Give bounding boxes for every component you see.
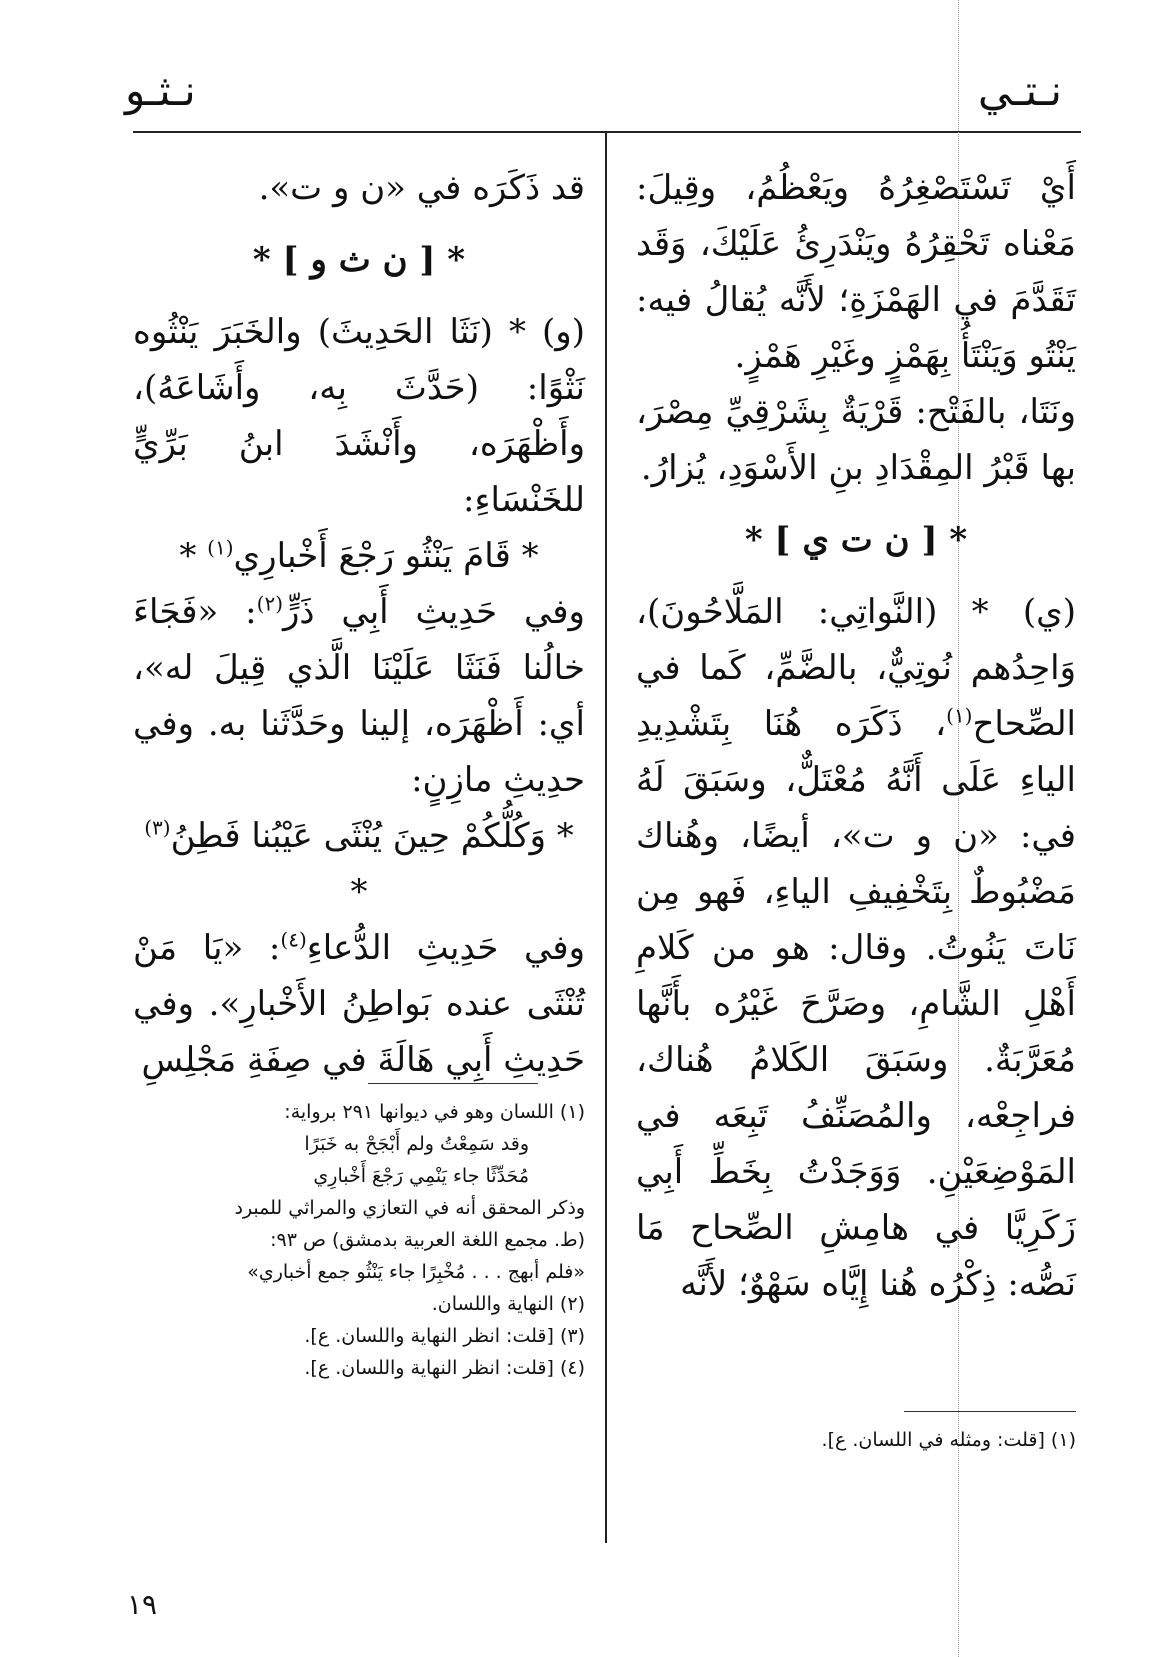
footnote-ref: (١) [946,703,973,728]
left-para-2: (و) * (نَثَا الحَدِيثَ) والخَبَرَ يَنْثُوه نَثْوًا: (حَدَّثَ بِه، وأَشَاعَهُ)، وأَظْهَرَه، وأَنْشَدَ ابنُ بَرِّيٍّ للخَنْسَاءِ: [133,312,585,520]
left-para-3 [133,584,585,808]
header-rule [133,131,1081,133]
left-para-3-text: وفي حَدِيثِ أَبِي ذَرٍّ [283,592,585,632]
footnote-1-verse-2: مُحَدِّثًا جاء يَنْمِي رَجْعَ أَخْبارِي [313,1165,529,1187]
entry-heading-n-th-w: * [ ن ث و ] * [252,240,466,280]
footnote-1-line-5: (ط. مجمع اللغة العربية بدمشق) ص ٩٣: [270,1229,585,1251]
footnote-1-line-6: «فلم أبهج . . . مُخْبِرًا جاء يَنْثُو جمع أخباري» [247,1261,585,1283]
footnote-1-line-4: وذكر المحقق أنه في التعازي والمراثي للمبرد [234,1197,585,1219]
right-para-3 [636,584,1076,1312]
running-header-right: نـتـي [978,66,1062,115]
entry-heading-n-t-y: * [ ن ت ي ] * [744,520,968,560]
left-para-4-continued: : «يَا مَنْ تُنْثَى عنده بَواطِنُ الأَخْبارِ». وفي حَدِيثِ أَبِي هَالَةَ في صِفَةِ مَجْلِسِ [133,928,585,1080]
right-para-3-text: (ي) * (النَّواتِي: المَلَّاحُونَ)، وَاحِدُهم نُوتِيٌّ، بالضَّمِّ، كَما في الصِّحاح [636,592,1076,744]
footnote-rule-left [368,1083,538,1084]
verse-2: * وَكُلُّكُمْ حِينَ يُنْثَى عَيْبُنا فَطِنُ$^{(٣)}$ * [144,815,574,912]
left-column [133,160,585,1088]
left-para-1: قد ذَكَرَه في «ن و ت». [258,168,585,208]
footnote-3: (٣) [قلت: انظر النهاية واللسان. ع]. [304,1325,585,1347]
left-para-4 [133,920,585,1088]
footnote-4: (٤) [قلت: انظر النهاية واللسان. ع]. [304,1357,585,1379]
footnote-ref: (٣) [144,815,171,840]
footnotes-right [636,1424,1076,1456]
right-para-2: ونَتَا، بالفَتْح: قَرْيَةٌ بِشَرْقِيِّ مِصْرَ، بها قَبْرُ المِقْدَادِ بنِ الأَسْوَدِ، يُزارُ. [636,392,1076,488]
left-para-4-text: وفي حَدِيثِ الدُّعاءِ [306,928,585,968]
running-header-left: نـثـو [125,66,196,115]
footnote-1-verse-1: وقد سَمِعْتُ ولم أَبْجَحْ به خَبَرًا [304,1133,529,1155]
verse-1: * قَامَ يَنْثُو رَجْعَ أَخْبارِي$^{(١)}$ * [179,535,539,576]
footnote-rule-right [904,1411,1076,1412]
footnote-1-line-1: (١) اللسان وهو في ديوانها ٢٩١ برواية: [284,1101,585,1123]
footnote-ref: (٤) [280,927,307,952]
footnotes-left [133,1096,585,1384]
footnote-1-right: (١) [قلت: ومثله في اللسان. ع]. [821,1429,1076,1451]
page-number: ١٩ [127,1588,158,1621]
right-column [636,160,1076,1312]
right-para-3-continued: ، ذَكَرَه هُنَا بِتَشْدِيدِ الياءِ عَلَى أَنَّهُ مُعْتَلٌّ، وسَبَقَ لَهُ في: «ن و ت»، أيضًا، وهُناك مَضْبُوطٌ بِتَخْفِيفِ الياءِ، فَهو مِن نَاتَ يَنُوتُ. وقال: هو من كَلامِ أَهْلِ الشَّامِ، وصَرَّحَ غَيْرُه بأَنَّها مُعَرَّبَةٌ. وسَبَقَ الكَلامُ هُناك، فراجِعْه، والمُصَنِّفُ تَبِعَه في المَوْضِعَيْنِ. وَوَجَدْتُ بِخَطِّ أَبِي زَكَرِيَّا في هامِشِ الصِّحاح مَا نَصُّه: ذِكْرُه هُنا إِيَّاه سَهْوٌ؛ لأَنَّه [636,704,1076,1304]
left-para-3-continued: : «فَجَاءَ خالُنا فَنَثَا عَلَيْنَا الَّذي قِيلَ له»، أي: أَظْهَرَه، إلينا وحَدَّثَنا به. وفي حدِيثِ مازِنٍ: [133,592,585,800]
verse-1-text: * قَامَ يَنْثُو رَجْعَ أَخْبارِي [233,536,539,576]
footnote-2: (٢) النهاية واللسان. [431,1293,585,1315]
right-para-1: أَيْ تَسْتَصْغِرُهُ ويَعْظُمُ، وقِيلَ: مَعْناه تَحْقِرُهُ ويَنْدَرِئُ عَلَيْكَ، وَقَد تَقَدَّمَ في الهَمْزَةِ؛ لأَنَّه يُقالُ فيه: يَنْتُو وَيَنْتَأُ بِهَمْزٍ وغَيْرِ هَمْزٍ. [636,168,1076,376]
footnote-ref: (٢) [256,591,283,616]
column-divider [605,133,607,1543]
verse-2-text: * وَكُلُّكُمْ حِينَ يُنْثَى عَيْبُنا فَطِنُ [170,816,574,856]
footnote-ref: (١) [207,535,234,560]
